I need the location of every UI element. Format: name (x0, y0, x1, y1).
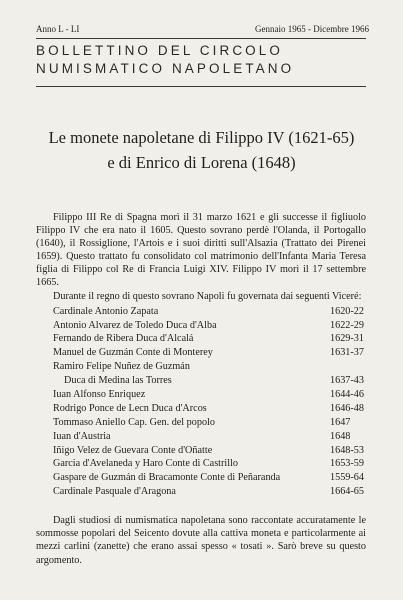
viceroy-name: Tommaso Aniello Cap. Gen. del popolo (53, 416, 215, 428)
viceroy-years (330, 360, 366, 374)
viceroy-name: Ramiro Felipe Nuñez de Guzmán (53, 361, 190, 373)
viceroy-row (36, 319, 366, 333)
viceroy-name: Antonio Alvarez de Toledo Duca d'Alba (53, 319, 217, 331)
viceroy-years: 1620-22 (330, 305, 364, 317)
viceroy-years: 1646-48 (330, 402, 364, 414)
viceroy-years: 1622-29 (330, 319, 364, 331)
viceroy-row (36, 457, 366, 471)
viceroy-row (36, 416, 366, 430)
viceroy-name: Cardinale Antonio Zapata (53, 305, 159, 317)
viceroy-years: 1637-43 (330, 375, 364, 387)
viceroy-years: 1664-65 (330, 486, 364, 498)
viceroy-years: 1629-31 (330, 333, 364, 345)
viceroy-years: 1647 (330, 416, 351, 428)
viceroy-row (36, 444, 366, 458)
header-rule-bottom (36, 86, 366, 87)
viceroy-row (36, 305, 366, 319)
viceroy-row (36, 374, 366, 388)
viceroy-name: Rodrigo Ponce de Lecn Duca d'Arcos (53, 402, 207, 414)
viceroy-row (36, 360, 366, 374)
viceroy-row (36, 402, 366, 416)
volume-number: Anno L - LI (36, 24, 80, 34)
article-title-line1: Le monete napoletane di Filippo IV (1621-65) (48, 128, 355, 147)
viceroy-name: Garcia d'Avelaneda y Haro Conte di Castrillo (53, 458, 238, 470)
viceroy-name: Iuan d'Austria (53, 430, 111, 442)
viceroy-name: Gaspare de Guzmán di Bracamonte Conte di Peñaranda (53, 472, 281, 484)
viceroy-years: 1559-64 (330, 472, 364, 484)
viceroy-name: Fernando de Ribera Duca d'Alcalá (53, 333, 194, 345)
viceroy-years: 1631-37 (330, 347, 364, 359)
viceroy-row (36, 332, 366, 346)
viceroy-row (36, 485, 366, 499)
article-body (36, 211, 366, 499)
viceroy-row (36, 388, 366, 402)
journal-title-line1: BOLLETTINO DEL CIRCOLO (36, 43, 283, 58)
viceroy-years: 1648 (330, 430, 351, 442)
viceroy-row (36, 346, 366, 360)
viceroy-row (36, 430, 366, 444)
viceroy-name: Cardinale Pasquale d'Aragona (53, 486, 176, 498)
article-title-line2: e di Enrico di Lorena (1648) (107, 153, 296, 172)
viceroy-years: 1648-53 (330, 444, 364, 456)
viceroy-name: Manuel de Guzmán Conte di Monterey (53, 347, 213, 359)
viceroy-years: 1653-59 (330, 458, 364, 470)
viceroy-list (36, 305, 366, 499)
viceroy-name: Duca di Medina las Torres (64, 375, 172, 387)
viceroys-intro-paragraph: Durante il regno di questo sovrano Napoli fu governata dai seguenti Viceré: (53, 290, 362, 302)
viceroy-name: Iuan Alfonso Enriquez (53, 389, 146, 400)
viceroy-row (36, 471, 366, 485)
closing-paragraph: Dagli studiosi di numismatica napoletana sono raccontate accuratamente le sommosse popolari del Seicento dovute alla cattiva moneta e particolarmente ai mezzi carlini (zanette) che erano assai spesso « tosati ». Sarò breve su questo argomento. (36, 515, 366, 566)
intro-paragraph: Filippo III Re di Spagna morì il 31 marzo 1621 e gli successe il figliuolo Filippo IV che era nato il 1605. Questo sovrano perdè l'Olanda, il Portogallo (1640), il Rossiglione, l'Artois e i suoi diritti sull'Alsazia (Trattato dei Pirenei 1659). Questo trattato fu consolidato col matrimonio dell'Infanta Maria Teresa figlia di Filippo col Re di Francia Luigi XIV. Filippo IV morì il 17 settembre 1665. (36, 212, 366, 289)
viceroy-years: 1644-46 (330, 389, 364, 400)
viceroy-name: Iñigo Velez de Guevara Conte d'Oñatte (53, 444, 213, 456)
issue-dates: Gennaio 1965 - Dicembre 1966 (255, 24, 369, 34)
journal-title-line2: NUMISMATICO NAPOLETANO (36, 61, 295, 76)
header-rule-top (36, 38, 366, 39)
